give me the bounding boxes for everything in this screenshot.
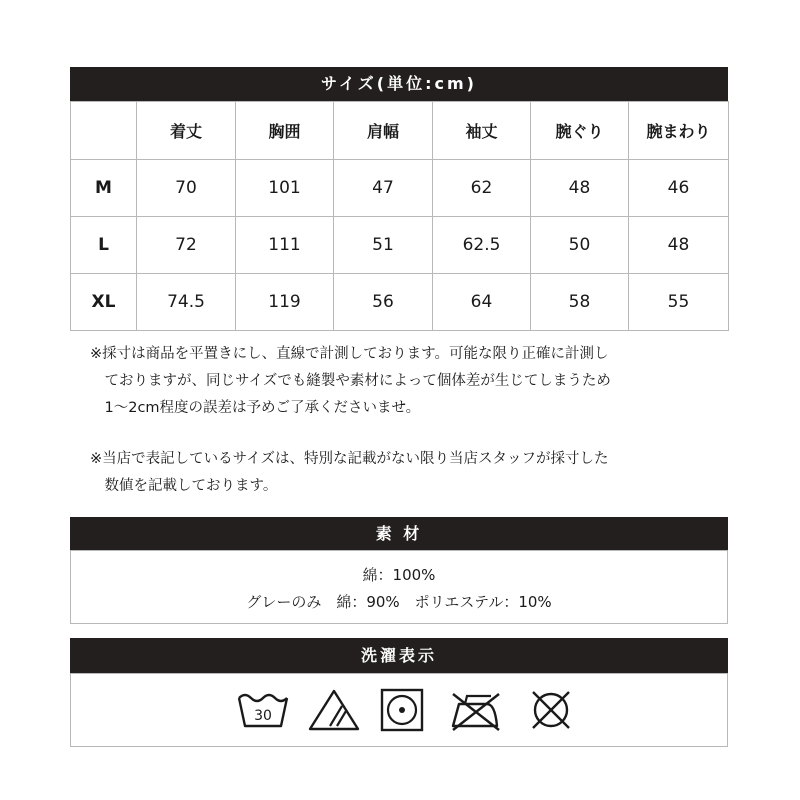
no-dry-clean-icon: [523, 688, 579, 732]
size-table-header-row: [71, 102, 729, 160]
column-header: 腕ぐり: [531, 102, 629, 160]
washing-icons-box: [70, 673, 728, 747]
table-cell: 58: [531, 274, 629, 331]
material-line-gray: グレーのみ 綿：90% ポリエステル：10%: [246, 593, 552, 611]
size-label: M: [71, 160, 137, 217]
size-label: L: [71, 217, 137, 274]
table-cell: 55: [629, 274, 729, 331]
size-notation-note: ※当店で表記しているサイズは、特別な記載がない限り当店スタッフが採寸した 数値を記載しております。: [90, 451, 609, 494]
table-cell: 47: [334, 160, 433, 217]
table-cell: 50: [531, 217, 629, 274]
no-iron-icon: [447, 688, 503, 732]
measurement-note: ※採寸は商品を平置きにし、直線で計測しております。可能な限り正確に計測し ておりますが、同じサイズでも縫製や素材によって個体差が生じてしまうため 1〜2cm程度の誤差は予めご了承くださいませ。: [90, 346, 611, 416]
size-table-corner-cell: [71, 102, 137, 160]
table-cell: 51: [334, 217, 433, 274]
table-cell: 46: [629, 160, 729, 217]
table-cell: 101: [236, 160, 334, 217]
table-row: [71, 274, 729, 331]
material-line: 綿：100%: [362, 566, 436, 584]
table-cell: 72: [137, 217, 236, 274]
size-section-title: サイズ(単位:cm): [70, 67, 728, 101]
column-header: 着丈: [137, 102, 236, 160]
column-header: 腕まわり: [629, 102, 729, 160]
table-cell: 62: [433, 160, 531, 217]
table-cell: 56: [334, 274, 433, 331]
table-cell: 70: [137, 160, 236, 217]
size-label: XL: [71, 274, 137, 331]
table-cell: 74.5: [137, 274, 236, 331]
material-section-title: 素 材: [70, 517, 728, 550]
table-cell: 64: [433, 274, 531, 331]
table-cell: 119: [236, 274, 334, 331]
column-header: 袖丈: [433, 102, 531, 160]
table-row: [71, 160, 729, 217]
table-cell: 48: [531, 160, 629, 217]
table-row: [71, 217, 729, 274]
table-cell: 111: [236, 217, 334, 274]
table-cell: 62.5: [433, 217, 531, 274]
tub-temperature: 30: [254, 708, 272, 724]
material-box: [70, 550, 728, 624]
washing-section-title: 洗濯表示: [70, 638, 728, 673]
bleach-allowed-icon: [306, 688, 362, 732]
table-cell: 48: [629, 217, 729, 274]
tumble-dry-icon: [374, 688, 430, 732]
column-header: 胸囲: [236, 102, 334, 160]
column-header: 肩幅: [334, 102, 433, 160]
size-table: [70, 101, 729, 331]
wash-tub-30-icon: [235, 688, 291, 732]
